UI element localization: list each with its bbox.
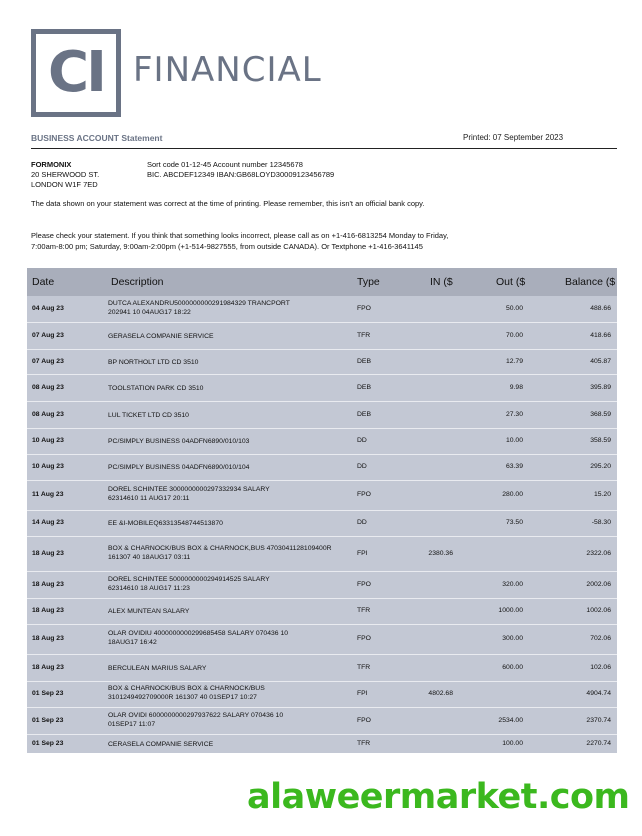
row-separator bbox=[27, 536, 617, 537]
table-row bbox=[27, 428, 617, 454]
date-cell: 08 Aug 23 bbox=[32, 384, 64, 391]
transactions-table bbox=[27, 268, 617, 753]
logo-mark bbox=[31, 29, 121, 117]
out-amount-cell: 280.00 bbox=[502, 491, 523, 498]
table-row bbox=[27, 654, 617, 681]
row-separator bbox=[27, 598, 617, 599]
date-cell: 01 Sep 23 bbox=[32, 690, 64, 697]
type-cell: TFR bbox=[357, 664, 371, 671]
type-cell: TFR bbox=[357, 607, 371, 614]
header-balance: Balance ($ bbox=[565, 276, 616, 288]
type-cell: DEB bbox=[357, 384, 371, 391]
row-separator bbox=[27, 624, 617, 625]
row-separator bbox=[27, 681, 617, 682]
header-out: Out ($ bbox=[496, 276, 526, 288]
in-amount-cell: 4802.68 bbox=[428, 690, 453, 697]
date-cell: 07 Aug 23 bbox=[32, 358, 64, 365]
table-row bbox=[27, 598, 617, 624]
description-cell: BOX & CHARNOCK/BUS BOX & CHARNOCK,BUS 4703041128109400R 161307 40 18AUG17 03:11 bbox=[108, 545, 332, 561]
out-amount-cell: 320.00 bbox=[502, 581, 523, 588]
type-cell: FPI bbox=[357, 690, 368, 697]
out-amount-cell: 100.00 bbox=[502, 740, 523, 747]
balance-cell: 368.59 bbox=[590, 411, 611, 418]
balance-cell: 405.87 bbox=[590, 358, 611, 365]
balance-cell: 395.89 bbox=[590, 384, 611, 391]
address-line-1: 20 SHERWOOD ST. bbox=[31, 170, 100, 179]
date-cell: 14 Aug 23 bbox=[32, 519, 64, 526]
row-separator bbox=[27, 571, 617, 572]
description-cell: BOX & CHARNOCK/BUS BOX & CHARNOCK/BUS 3101249492709000R 161307 40 01SEP17 10:27 bbox=[108, 685, 265, 701]
out-amount-cell: 73.50 bbox=[505, 519, 523, 526]
type-cell: FPO bbox=[357, 491, 371, 498]
date-cell: 01 Sep 23 bbox=[32, 717, 64, 724]
row-separator bbox=[27, 401, 617, 402]
row-separator bbox=[27, 454, 617, 455]
date-cell: 18 Aug 23 bbox=[32, 607, 64, 614]
type-cell: DD bbox=[357, 437, 367, 444]
type-cell: FPI bbox=[357, 550, 368, 557]
table-row bbox=[27, 401, 617, 428]
balance-cell: 358.59 bbox=[590, 437, 611, 444]
table-header bbox=[27, 268, 617, 296]
out-amount-cell: 300.00 bbox=[502, 635, 523, 642]
type-cell: DEB bbox=[357, 411, 371, 418]
description-cell: LUL TICKET LTD CD 3510 bbox=[108, 412, 189, 419]
date-cell: 11 Aug 23 bbox=[32, 491, 64, 498]
customer-address bbox=[31, 160, 99, 190]
date-cell: 18 Aug 23 bbox=[32, 664, 64, 671]
type-cell: DEB bbox=[357, 358, 371, 365]
out-amount-cell: 50.00 bbox=[505, 305, 523, 312]
balance-cell: 2270.74 bbox=[586, 740, 611, 747]
row-separator bbox=[27, 349, 617, 350]
date-cell: 18 Aug 23 bbox=[32, 635, 64, 642]
table-row bbox=[27, 571, 617, 598]
balance-cell: 4904.74 bbox=[586, 690, 611, 697]
bic-iban-line: BIC. ABCDEF12349 IBAN:GB68LOYD30009123456789 bbox=[147, 170, 335, 179]
balance-cell: -58.30 bbox=[591, 519, 611, 526]
row-separator bbox=[27, 654, 617, 655]
table-row bbox=[27, 707, 617, 734]
table-row bbox=[27, 510, 617, 536]
description-cell: BP NORTHOLT LTD CD 3510 bbox=[108, 359, 199, 366]
balance-cell: 15.20 bbox=[593, 491, 611, 498]
balance-cell: 488.66 bbox=[590, 305, 611, 312]
type-cell: FPO bbox=[357, 581, 371, 588]
balance-cell: 702.06 bbox=[590, 635, 611, 642]
date-cell: 08 Aug 23 bbox=[32, 411, 64, 418]
company-name: FORMONIX bbox=[31, 160, 72, 169]
table-row bbox=[27, 349, 617, 374]
header-type: Type bbox=[357, 276, 380, 288]
description-cell: OLAR OVIDI 6000000000297937622 SALARY 070436 10 01SEP17 11:07 bbox=[108, 712, 284, 728]
type-cell: DD bbox=[357, 463, 367, 470]
out-amount-cell: 2534.00 bbox=[498, 717, 523, 724]
description-cell: PC/SIMPLY BUSINESS 04ADFN6890/010/103 bbox=[108, 438, 250, 445]
balance-cell: 102.06 bbox=[590, 664, 611, 671]
balance-cell: 1002.06 bbox=[586, 607, 611, 614]
type-cell: DD bbox=[357, 519, 367, 526]
table-row bbox=[27, 536, 617, 571]
description-cell: EE &I-MOBILEQ63313548744513870 bbox=[108, 520, 223, 527]
description-cell: ALEX MUNTEAN SALARY bbox=[108, 608, 190, 615]
balance-cell: 295.20 bbox=[590, 463, 611, 470]
date-cell: 18 Aug 23 bbox=[32, 550, 64, 557]
header-divider bbox=[31, 148, 617, 149]
out-amount-cell: 27.30 bbox=[505, 411, 523, 418]
logo-wordmark: FINANCIAL bbox=[133, 50, 322, 90]
row-separator bbox=[27, 734, 617, 735]
balance-cell: 2322.06 bbox=[586, 550, 611, 557]
date-cell: 04 Aug 23 bbox=[32, 305, 64, 312]
out-amount-cell: 12.79 bbox=[505, 358, 523, 365]
header-description: Description bbox=[111, 276, 164, 288]
type-cell: FPO bbox=[357, 305, 371, 312]
date-cell: 10 Aug 23 bbox=[32, 437, 64, 444]
description-cell: BERCULEAN MARIUS SALARY bbox=[108, 665, 207, 672]
description-cell: GERASELA COMPANIE SERVICE bbox=[108, 333, 214, 340]
header-in: IN ($ bbox=[430, 276, 453, 288]
description-cell: DOREL SCHINTEE 5000000000294914525 SALARY 62314610 18 AUG17 11:23 bbox=[108, 576, 270, 592]
table-row bbox=[27, 296, 617, 322]
sort-code-line: Sort code 01-12-45 Account number 12345678 bbox=[147, 160, 303, 169]
type-cell: TFR bbox=[357, 740, 371, 747]
printed-date: Printed: 07 September 2023 bbox=[463, 133, 564, 142]
address-line-2: LONDON W1F 7ED bbox=[31, 180, 98, 189]
row-separator bbox=[27, 428, 617, 429]
description-cell: DOREL SCHINTEE 3000000000297332934 SALARY 62314610 11 AUG17 20:11 bbox=[108, 486, 270, 502]
out-amount-cell: 9.98 bbox=[509, 384, 523, 391]
row-separator bbox=[27, 707, 617, 708]
description-cell: OLAR OVIDIU 4000000000299685458 SALARY 070436 10 18AUG17 16:42 bbox=[108, 630, 289, 646]
date-cell: 18 Aug 23 bbox=[32, 581, 64, 588]
table-row bbox=[27, 322, 617, 349]
table-row bbox=[27, 374, 617, 401]
statement-title: BUSINESS ACCOUNT Statement bbox=[31, 133, 163, 143]
out-amount-cell: 600.00 bbox=[502, 664, 523, 671]
balance-cell: 2002.06 bbox=[586, 581, 611, 588]
description-cell: DUTCA ALEXANDRU5000000000291984329 TRANCPORT 202941 10 04AUG17 18:22 bbox=[108, 300, 290, 316]
row-separator bbox=[27, 374, 617, 375]
row-separator bbox=[27, 510, 617, 511]
date-cell: 07 Aug 23 bbox=[32, 332, 64, 339]
row-separator bbox=[27, 480, 617, 481]
description-cell: TOOLSTATION PARK CD 3510 bbox=[108, 385, 204, 392]
row-separator bbox=[27, 322, 617, 323]
bank-details bbox=[147, 160, 334, 180]
balance-cell: 418.66 bbox=[590, 332, 611, 339]
header-date: Date bbox=[32, 276, 55, 288]
in-amount-cell: 2380.36 bbox=[428, 550, 453, 557]
table-row bbox=[27, 624, 617, 654]
table-row bbox=[27, 681, 617, 707]
table-row bbox=[27, 480, 617, 510]
contact-notice: Please check your statement. If you think that something looks incorrect, please call as on +1-416-6813254 Monday to Friday, 7:00am-8:00 pm; Saturday, 9:00am-2:00pm (+1-514-9827555, from outside CANADA). Or Textphone +1-416-3641145 bbox=[31, 231, 449, 251]
out-amount-cell: 1000.00 bbox=[498, 607, 523, 614]
balance-cell: 2370.74 bbox=[586, 717, 611, 724]
out-amount-cell: 10.00 bbox=[505, 437, 523, 444]
logo-letters: CI bbox=[48, 40, 104, 105]
type-cell: FPO bbox=[357, 717, 371, 724]
out-amount-cell: 63.39 bbox=[505, 463, 523, 470]
accuracy-notice: The data shown on your statement was correct at the time of printing. Please remember, this isn't an official bank copy. bbox=[31, 199, 425, 208]
type-cell: TFR bbox=[357, 332, 371, 339]
out-amount-cell: 70.00 bbox=[505, 332, 523, 339]
watermark: alaweermarket.com bbox=[247, 777, 630, 817]
description-cell: CERASELA COMPANIE SERVICE bbox=[108, 741, 214, 748]
date-cell: 10 Aug 23 bbox=[32, 463, 64, 470]
description-cell: PC/SIMPLY BUSINESS 04ADFN6890/010/104 bbox=[108, 464, 250, 471]
table-row bbox=[27, 734, 617, 753]
table-row bbox=[27, 454, 617, 480]
type-cell: FPO bbox=[357, 635, 371, 642]
date-cell: 01 Sep 23 bbox=[32, 740, 64, 747]
